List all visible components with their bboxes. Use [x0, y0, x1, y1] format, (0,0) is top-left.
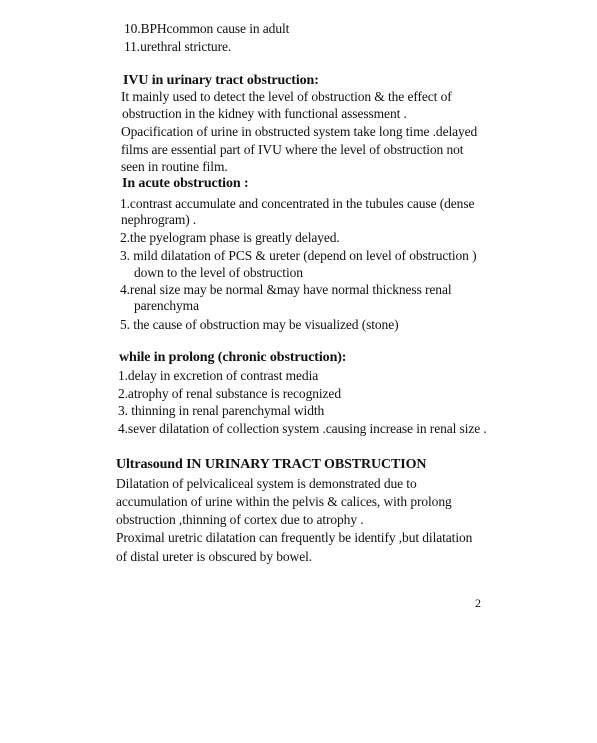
list-item: 3. mild dilatation of PCS & ureter (depend on level of obstruction ) — [120, 248, 477, 263]
list-item: 11.urethral stricture. — [124, 39, 232, 54]
list-item: 2.atrophy of renal substance is recognized — [118, 386, 341, 401]
list-item: 1.delay in excretion of contrast media — [118, 368, 319, 383]
paragraph-line: It mainly used to detect the level of obstruction & the effect of — [121, 89, 452, 104]
paragraph-line: Proximal uretric dilatation can frequently be identify ,but dilatation — [116, 530, 473, 545]
list-item-continuation: nephrogram) . — [121, 212, 197, 227]
list-item: 3. thinning in renal parenchymal width — [118, 403, 325, 418]
list-item: 10.BPHcommon cause in adult — [124, 21, 290, 36]
paragraph-line: films are essential part of IVU where the level of obstruction not — [121, 142, 464, 157]
chronic-obstruction-heading: while in prolong (chronic obstruction): — [119, 350, 347, 365]
ivu-section-heading: IVU in urinary tract obstruction: — [123, 73, 319, 88]
list-item: 4.sever dilatation of collection system .causing increase in renal size . — [118, 421, 487, 436]
list-item-continuation: down to the level of obstruction — [134, 265, 303, 280]
paragraph-line: obstruction ,thinning of cortex due to atrophy . — [116, 512, 364, 527]
list-item-continuation: parenchyma — [134, 298, 199, 313]
paragraph-line: Opacification of urine in obstructed system take long time .delayed — [121, 124, 478, 139]
list-item: 4.renal size may be normal &may have normal thickness renal — [120, 282, 452, 297]
paragraph-line: of distal ureter is obscured by bowel. — [116, 549, 313, 564]
paragraph-line: Dilatation of pelvicaliceal system is demonstrated due to — [116, 476, 417, 491]
acute-obstruction-heading: In acute obstruction : — [122, 176, 249, 191]
page-number: 2 — [475, 596, 481, 610]
list-item: 2.the pyelogram phase is greatly delayed. — [120, 230, 340, 245]
list-item: 1.contrast accumulate and concentrated in the tubules cause (dense — [120, 196, 475, 211]
paragraph-line: accumulation of urine within the pelvis & calices, with prolong — [116, 494, 452, 509]
list-item: 5. the cause of obstruction may be visualized (stone) — [120, 317, 399, 332]
ultrasound-section-heading: Ultrasound IN URINARY TRACT OBSTRUCTION — [116, 457, 427, 472]
paragraph-line: obstruction in the kidney with functional assessment . — [122, 106, 407, 121]
paragraph-line: seen in routine film. — [121, 159, 228, 174]
